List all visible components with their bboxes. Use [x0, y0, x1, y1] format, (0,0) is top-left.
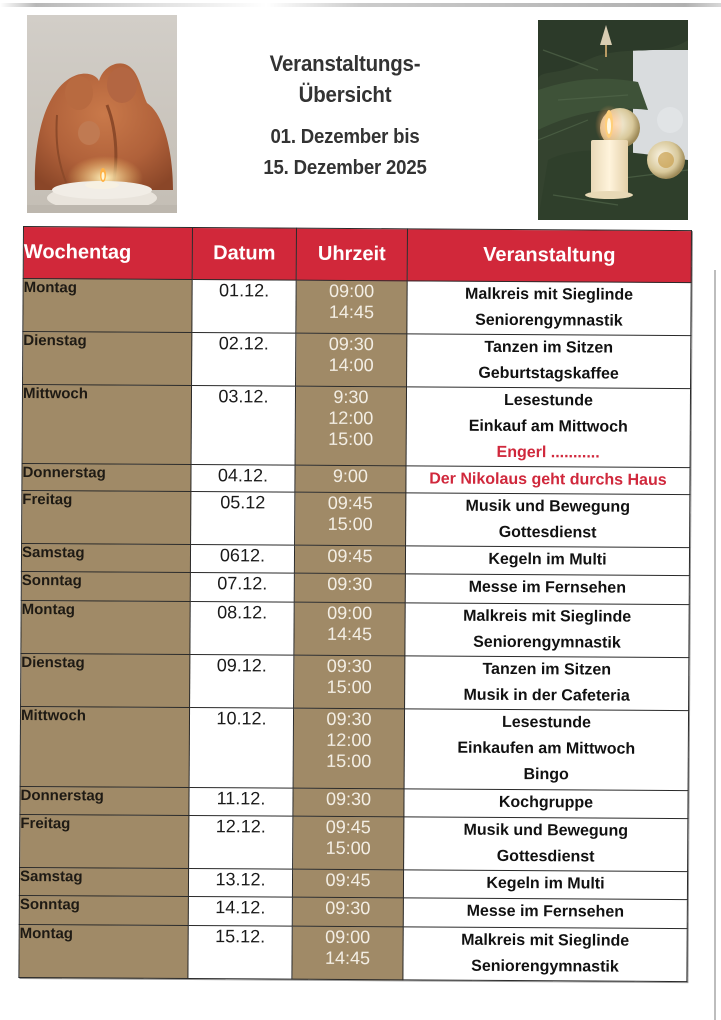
date-cell: 10.12.	[189, 708, 293, 789]
date-cell: 14.12.	[188, 897, 292, 927]
table-header-row	[23, 227, 691, 283]
column-header-weekday: Wochentag	[23, 227, 192, 280]
time-entry: 14:00	[328, 354, 374, 376]
time-entry: 09:45	[325, 816, 371, 838]
event-cell	[407, 334, 691, 389]
time-entry: 09:30	[325, 897, 371, 919]
table-row	[22, 385, 690, 468]
time-cell	[293, 708, 404, 789]
table-row	[22, 490, 690, 547]
event-entry: Tanzen im Sitzen	[482, 660, 612, 679]
time-entry: 09:30	[327, 573, 373, 595]
event-cell	[405, 546, 689, 576]
time-cell	[296, 280, 407, 334]
date-range-line2: 15. Dezember 2025	[263, 157, 427, 179]
time-entry: 09:45	[327, 545, 373, 567]
weekday-cell: Samstag	[19, 867, 188, 896]
date-cell: 09.12.	[190, 655, 294, 709]
weekday-cell: Donnerstag	[22, 463, 191, 491]
event-entry: Messe im Fernsehen	[466, 902, 625, 921]
event-cell	[405, 656, 689, 711]
event-entry: Einkaufen am Mittwoch	[457, 739, 636, 758]
table-row	[19, 924, 687, 981]
event-cell	[403, 927, 687, 982]
table-row	[23, 279, 691, 336]
weekday-cell: Mittwoch	[20, 706, 189, 787]
event-cell	[403, 870, 687, 900]
event-cell	[406, 493, 690, 548]
time-entry: 09:45	[327, 492, 373, 514]
event-entry: Seniorengymnastik	[471, 957, 619, 976]
date-cell: 05.12	[191, 492, 295, 546]
event-entry: Messe im Fernsehen	[468, 578, 627, 597]
event-cell	[405, 603, 689, 658]
weekday-cell: Freitag	[22, 490, 191, 544]
table-row	[21, 653, 689, 710]
table-row	[22, 463, 690, 494]
weekday-cell: Sonntag	[21, 571, 190, 601]
scan-edge-right	[714, 270, 716, 1020]
table-row	[19, 895, 687, 928]
time-cell	[294, 545, 405, 574]
christmas-tree-photo	[538, 20, 688, 220]
event-entry: Gottesdienst	[498, 523, 597, 542]
time-entry: 14:45	[326, 623, 373, 645]
event-entry: Malkreis mit Sieglinde	[461, 931, 630, 950]
event-entry: Musik in der Cafeteria	[463, 686, 630, 705]
time-entry: 9:30	[333, 386, 369, 408]
event-schedule-table	[18, 226, 692, 982]
weekday-cell: Dienstag	[21, 653, 190, 707]
time-cell	[293, 788, 404, 817]
scan-edge-top	[0, 3, 721, 7]
event-cell	[407, 281, 691, 336]
column-header-date: Datum	[192, 228, 296, 281]
weekday-cell: Sonntag	[19, 895, 188, 925]
time-entry: 9:00	[332, 465, 369, 487]
time-entry: 15:00	[325, 837, 371, 859]
time-entry: 14:45	[324, 947, 371, 969]
event-cell	[404, 817, 688, 872]
table-row	[20, 706, 688, 790]
date-cell: 11.12.	[189, 788, 293, 817]
table-row	[23, 332, 691, 389]
weekday-cell: Dienstag	[23, 332, 192, 386]
event-entry: Lesestunde	[501, 713, 591, 732]
time-cell	[292, 869, 403, 898]
event-entry: Lesestunde	[503, 391, 593, 410]
page-title-line1: Veranstaltungs-	[269, 51, 421, 76]
event-entry: Musik und Bewegung	[465, 497, 631, 516]
time-entry: 15:00	[328, 428, 374, 450]
nativity-photo	[27, 15, 177, 213]
date-cell: 12.12.	[189, 816, 293, 870]
event-entry: Gottesdienst	[496, 847, 595, 866]
date-cell: 07.12.	[190, 573, 294, 603]
time-cell	[292, 897, 403, 927]
event-entry: Einkauf am Mittwoch	[468, 417, 628, 436]
time-entry: 09:00	[329, 280, 375, 302]
time-entry: 09:30	[325, 788, 372, 810]
event-entry: Bingo	[523, 766, 569, 784]
table-row	[21, 571, 689, 604]
event-cell	[404, 789, 688, 819]
nativity-carving-icon	[27, 15, 177, 213]
time-entry: 09:45	[325, 869, 371, 891]
table-row	[19, 867, 687, 899]
time-entry: 12:00	[326, 729, 372, 751]
date-cell: 0612.	[190, 545, 294, 574]
page-header	[230, 48, 460, 184]
event-entry: Geburtstagskaffee	[478, 364, 619, 383]
date-cell: 15.12.	[188, 926, 292, 980]
time-cell	[293, 816, 404, 870]
date-cell: 02.12.	[192, 333, 296, 387]
time-entry: 09:00	[325, 926, 371, 948]
time-entry: 15:00	[327, 513, 373, 535]
time-cell	[292, 926, 403, 980]
time-cell	[294, 602, 405, 656]
time-cell	[296, 333, 407, 387]
column-header-time: Uhrzeit	[296, 228, 407, 281]
table-row	[21, 543, 689, 575]
event-entry: Kegeln im Multi	[486, 874, 605, 893]
weekday-cell: Montag	[19, 924, 188, 978]
event-entry-highlight: Engerl ...........	[496, 443, 600, 462]
time-entry: 15:00	[326, 750, 372, 772]
time-cell	[294, 655, 405, 709]
event-entry: Kegeln im Multi	[488, 550, 607, 569]
time-entry: 12:00	[328, 407, 374, 429]
table-row	[20, 786, 688, 818]
date-range-line1: 01. Dezember bis	[270, 126, 420, 148]
date-cell: 03.12.	[191, 386, 295, 466]
weekday-cell: Samstag	[21, 543, 190, 572]
time-entry: 15:00	[326, 676, 372, 698]
weekday-cell: Montag	[21, 600, 190, 654]
time-entry: 09:30	[328, 333, 374, 355]
weekday-cell: Montag	[23, 279, 192, 333]
event-entry: Malkreis mit Sieglinde	[465, 285, 634, 304]
time-cell	[294, 573, 405, 603]
time-entry: 09:30	[326, 655, 372, 677]
event-entry: Musik und Bewegung	[463, 821, 629, 840]
event-cell	[404, 709, 688, 791]
time-cell	[295, 492, 406, 546]
weekday-cell: Donnerstag	[20, 786, 189, 815]
weekday-cell: Freitag	[20, 814, 189, 868]
date-cell: 13.12.	[188, 869, 292, 898]
table-row	[20, 814, 688, 871]
table-body	[19, 279, 691, 982]
event-cell	[406, 387, 690, 468]
time-entry: 14:45	[328, 301, 375, 323]
event-entry-highlight: Der Nikolaus geht durchs Haus	[429, 470, 667, 489]
time-cell	[295, 465, 406, 493]
event-entry: Seniorengymnastik	[475, 311, 623, 330]
time-entry: 09:30	[326, 708, 372, 730]
event-cell	[406, 466, 690, 495]
weekday-cell: Mittwoch	[22, 385, 191, 465]
christmas-candle-icon	[538, 20, 688, 220]
page-title-line2: Übersicht	[298, 82, 392, 107]
event-cell	[405, 574, 689, 605]
event-entry: Malkreis mit Sieglinde	[463, 607, 632, 626]
event-entry: Seniorengymnastik	[473, 633, 621, 652]
date-cell: 08.12.	[190, 602, 294, 656]
table-row	[21, 600, 689, 657]
date-cell: 04.12.	[191, 465, 295, 493]
time-cell	[295, 386, 406, 466]
event-entry: Tanzen im Sitzen	[484, 338, 614, 357]
event-cell	[403, 898, 687, 929]
date-cell: 01.12.	[192, 280, 296, 334]
time-entry: 09:00	[327, 602, 373, 624]
event-entry: Kochgruppe	[498, 793, 594, 812]
column-header-event: Veranstaltung	[407, 229, 691, 283]
